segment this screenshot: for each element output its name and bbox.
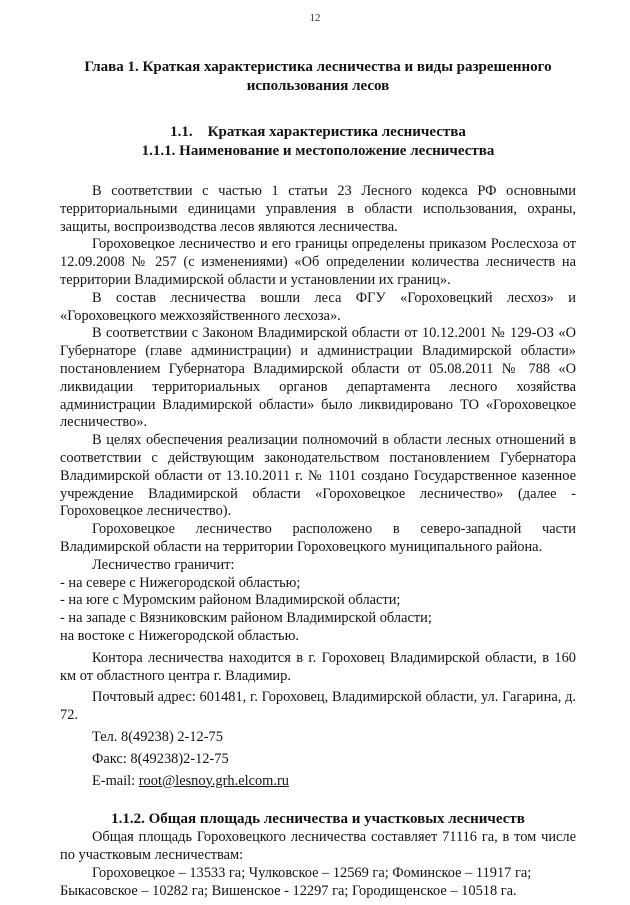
area-line-1: Гороховецкое – 13533 га; Чулковское – 12569 га; Фоминское – 11917 га; xyxy=(92,864,532,881)
main-text xyxy=(60,183,576,790)
paragraph-liquidation: В соответствии с Законом Владимирской области от 10.12.2001 № 129-ОЗ «О Губернаторе (главе администрации) и администрации Владимирской области» постановлением Губернатора Владимирской области от 05.08.2011 № 788 «О ликвидации территориальных органов департамента лесного хозяйства администрации Владимирской области» было ликвидировано ТО «Гороховецкое лесничество». xyxy=(60,325,576,431)
office-location: Контора лесничества находится в г. Гороховец Владимирской области, в 160 км от областного центра г. Владимир. xyxy=(60,649,576,684)
area-total: Общая площадь Гороховецкого лесничества составляет 71116 га, в том числе по участковым лесничествам: xyxy=(60,829,576,864)
page-number: 12 xyxy=(309,12,321,24)
subsection-title: 1.1.1. Наименование и местоположение лесничества xyxy=(141,143,495,159)
border-east: на востоке с Нижегородской областью. xyxy=(60,627,299,644)
email-line xyxy=(60,773,576,791)
section-title: 1.1. Краткая характеристика лесничества xyxy=(170,124,466,140)
postal-address: Почтовый адрес: 601481, г. Гороховец, Владимирской области, ул. Гагарина, д. 72. xyxy=(60,689,576,724)
phone-number: Тел. 8(49238) 2-12-75 xyxy=(92,728,223,745)
paragraph-legal-basis: В соответствии с частью 1 статьи 23 Лесного кодекса РФ основными территориальными единицами управления в области использования, охраны, защиты, воспроизводства лесов являются лесничества. xyxy=(60,183,576,235)
border-west: - на западе с Вязниковским районом Владимирской области; xyxy=(60,610,432,627)
chapter-title: Глава 1. Краткая характеристика лесничества и виды разрешенного использования лесов xyxy=(84,59,552,94)
paragraph-composition: В состав лесничества вошли леса ФГУ «Гороховецкий лесхоз» и «Гороховецкого межхозяйственного лесхоза». xyxy=(60,289,576,324)
fax-number: Факс: 8(49238)2-12-75 xyxy=(92,750,229,767)
borders-intro: Лесничество граничит: xyxy=(92,556,235,573)
paragraph-rosleskhoz-order: Гороховецкое лесничество и его границы определены приказом Рослесхоза от 12.09.2008 № 257 (с изменениями) «Об определении количества лесничеств на территории Владимирской области и установлении их границ». xyxy=(60,236,576,288)
document-body xyxy=(60,58,576,900)
paragraph-establishment: В целях обеспечения реализации полномочий в области лесных отношений в соответствии с действующим законодательством постановлением Губернатора Владимирской области от 13.10.2011 г. № 1101 создано Государственное казенное учреждение Владимирской области «Гороховецкое лесничество» (далее - Гороховецкое лесничество). xyxy=(60,432,576,520)
area-section-title: 1.1.2. Общая площадь лесничества и участковых лесничеств xyxy=(111,811,525,828)
email-label: E-mail: xyxy=(92,772,139,789)
email-link[interactable]: root@lesnoy.grh.elcom.ru xyxy=(138,772,289,789)
border-south: - на юге с Муромским районом Владимирской области; xyxy=(60,592,401,609)
border-north: - на севере с Нижегородской областью; xyxy=(60,574,301,591)
area-line-2: Быкасовское – 10282 га; Вишенское - 12297 га; Городищенское – 10518 га. xyxy=(60,882,517,899)
paragraph-location: Гороховецкое лесничество расположено в северо-западной части Владимирской области на территории Гороховецкого муниципального района. xyxy=(60,521,576,555)
